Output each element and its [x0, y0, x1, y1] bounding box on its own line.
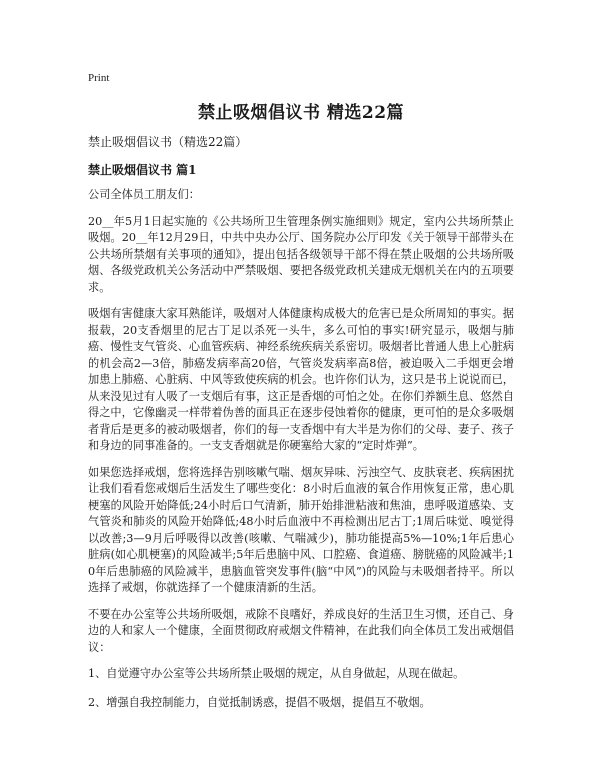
document-title: 禁止吸烟倡议书 精选22篇 — [197, 103, 405, 123]
paragraph-1: 20__年5月1日起实施的《公共场所卫生管理条例实施细则》规定，室内公共场所禁止吸烟。20__年12月29日，中共中央办公厅、国务院办公厅印发《关于领导干部带头在公共场所禁烟有关事项的通知》，提出包括各级领导干部不得在禁止吸烟的公共场所吸烟、各级党政机关公务活动中严禁吸烟、要把各级党政机关建成无烟机关在内的五项要求。 — [88, 214, 514, 294]
paragraph-2: 吸烟有害健康大家耳熟能详，吸烟对人体健康构成极大的危害已是众所周知的事实。据报载，20支香烟里的尼古丁足以杀死一头牛，多么可怕的事实!研究显示，吸烟与肺癌、慢性支气管炎、心血管疾病、神经系统疾病关系密切。吸烟者比普通人患上心脏病的机会高2—3倍，肺癌发病率高20倍，气管炎发病率高8倍，被迫吸入二手烟更会增加患上肺癌、心脏病、中风等致使疾病的机会。也许你们认为，这只是书上说说而已，从来没见过有人吸了一支烟后有事，这正是香烟的可怕之处。在你们养额生息、悠然自得之中，它像幽灵一样带着伪善的面具正在逐步侵蚀着你的健康，更可怕的是众多吸烟者背后是更多的被动吸烟者，你们的每一支香烟中有大半是为你们的父母、妻子、孩子和身边的同事准备的。一支支香烟就是你硬塞给大家的“定时炸弹”。 — [88, 307, 514, 452]
list-item-2: 2、增强自我控制能力，自觉抵制诱惑，提倡不吸烟，提倡互不敬烟。 — [88, 695, 431, 709]
greeting: 公司全体员工朋友们： — [88, 188, 200, 201]
list-item-1: 1、自觉遵守办公室等公共场所禁止吸烟的规定，从自身做起，从现在做起。 — [88, 667, 465, 680]
print-link[interactable]: Print — [88, 72, 110, 84]
paragraph-3: 如果您选择戒烟，您将选择告别咳嗽气喘、烟灰异味、污浊空气、皮肤衰老、疾病困扰让我们看看您戒烟后生活发生了哪些变化：8小时后血液的氧合作用恢复正常，患心肌梗塞的风险开始降低;24小时后口气清新，肺开始排泄粘液和焦油，患呼吸道感染、支气管炎和肺炎的风险开始降低;48小时后血液中不再检测出尼古丁;1周后味觉、嗅觉得以改善;3—9月后呼吸得以改善(咳嗽、气喘减少)，肺功能提高5%—10%;1年后患心脏病(如心肌梗塞)的风险减半;5年后患脑中风、口腔癌、食道癌、膀胱癌的风险减半;10年后患肺癌的风险减半，患脑血管突发事件(脑“中风”)的风险与未吸烟者持平。所以选择了戒烟，你就选择了一个健康清新的生活。 — [88, 465, 514, 594]
section-heading: 禁止吸烟倡议书 篇1 — [88, 163, 197, 177]
paragraph-4: 不要在办公室等公共场所吸烟，戒除不良嗜好，养成良好的生活卫生习惯，还自己、身边的人和家人一个健康，全面贯彻政府戒烟文件精神，在此我们向全体员工发出戒烟倡议： — [88, 607, 514, 654]
document-subtitle: 禁止吸烟倡议书（精选22篇） — [88, 135, 248, 149]
